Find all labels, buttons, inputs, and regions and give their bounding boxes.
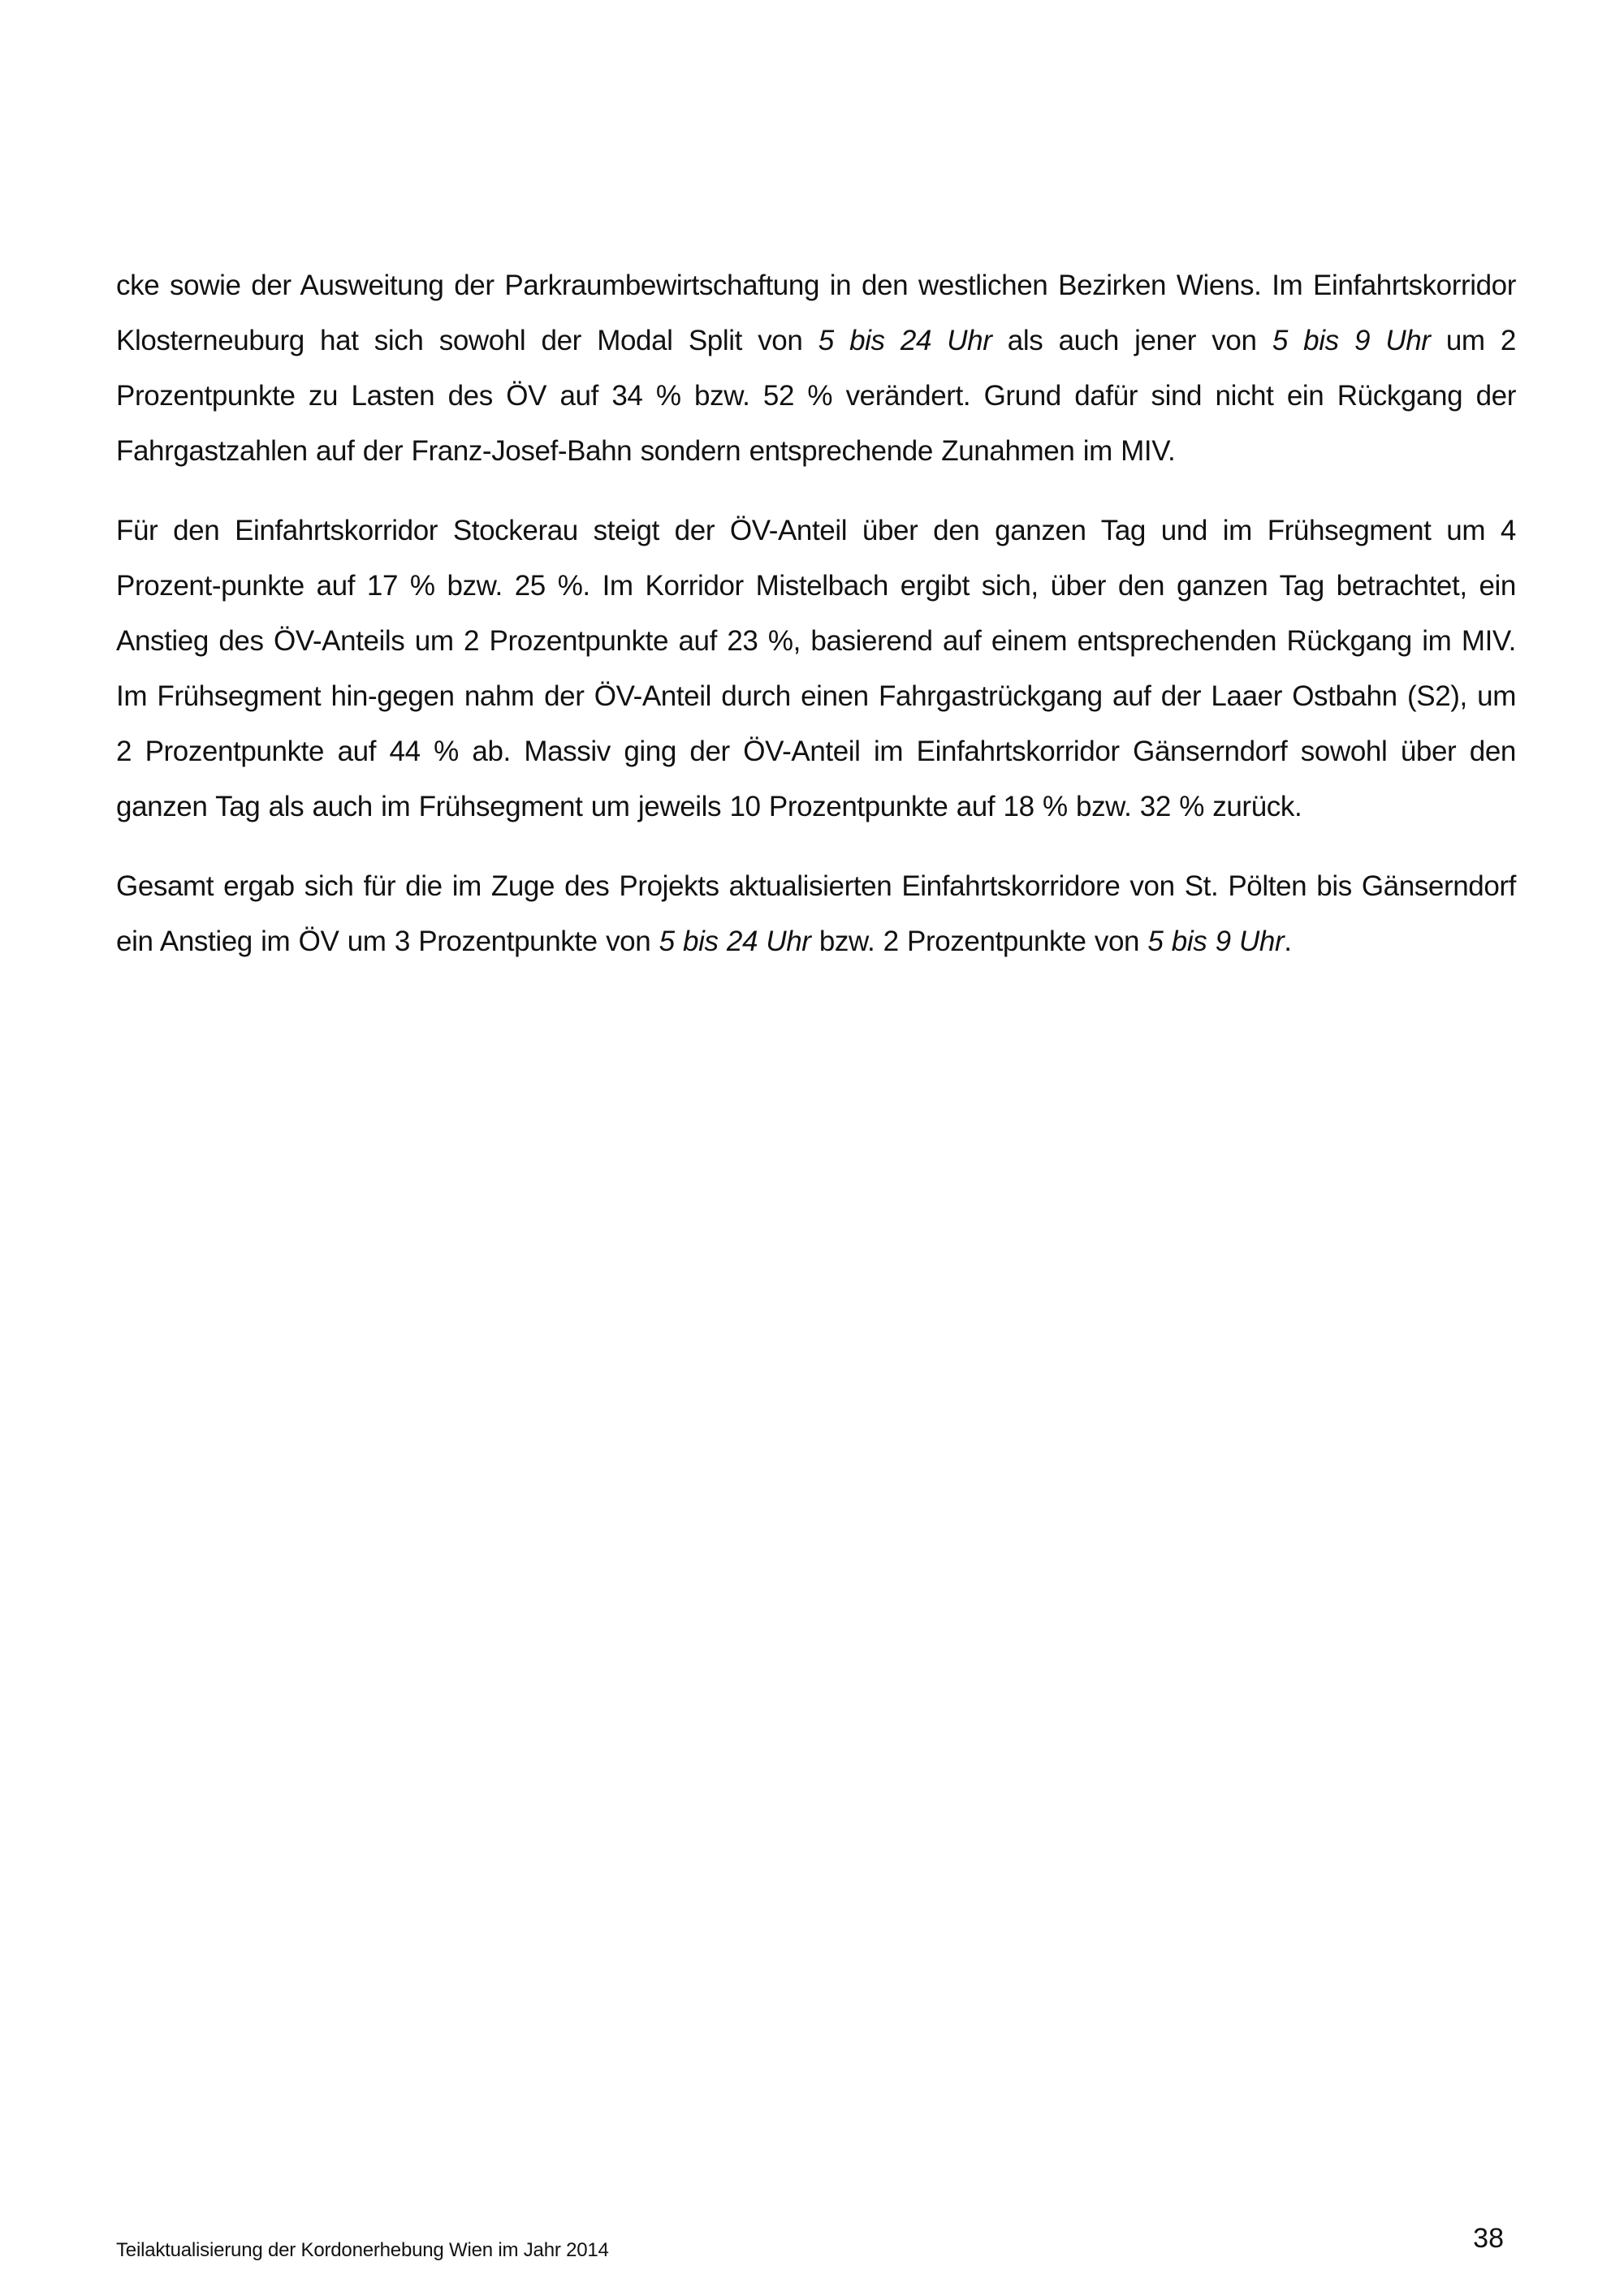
text-run: bzw. 2 Prozentpunkte von <box>810 926 1148 957</box>
paragraph-2 <box>116 503 1516 835</box>
italic-time-range: 5 bis 9 Uhr <box>1272 325 1431 356</box>
paragraph-1 <box>116 258 1516 479</box>
paragraph-3 <box>116 859 1516 969</box>
italic-time-range: 5 bis 9 Uhr <box>1147 926 1285 957</box>
body-text <box>116 258 1516 994</box>
italic-time-range: 5 bis 24 Uhr <box>818 325 992 356</box>
italic-time-range: 5 bis 24 Uhr <box>659 926 811 957</box>
text-run: . <box>1284 926 1292 957</box>
text-run: Für den Einfahrtskorridor Stockerau steigt der ÖV-Anteil über den ganzen Tag und im Frühsegment um 4 Prozent-punkte auf 17 % bzw. 25 %. Im Korridor Mistelbach ergibt sich, über den ganzen Tag betrachtet, ein Anstieg des ÖV-Anteils um 2 Prozentpunkte auf 23 %, basierend auf einem entsprechenden Rückgang im MIV. Im Frühsegment hin-gegen nahm der ÖV-Anteil durch einen Fahrgastrückgang auf der Laaer Ostbahn (S2), um 2 Prozentpunkte auf 44 % ab. Massiv ging der ÖV-Anteil im Einfahrtskorridor Gänserndorf sowohl über den ganzen Tag als auch im Frühsegment um jeweils 10 Prozentpunkte auf 18 % bzw. 32 % zurück. <box>116 515 1516 822</box>
page-number: 38 <box>1473 2223 1504 2254</box>
text-run: Gesamt ergab sich für die im Zuge des Projekts aktualisierten Einfahrtskorridore von St. Pölten bis Gänserndorf ein Anstieg im ÖV um 3 Prozentpunkte von <box>116 870 1516 957</box>
text-run: um 2 Prozentpunkte zu Lasten des ÖV auf 34 % bzw. 52 % verändert. Grund dafür sind nicht ein Rückgang der Fahrgastzahlen auf der Franz-Josef-Bahn sondern entsprechende Zunahmen im MIV. <box>116 325 1516 467</box>
footer-title: Teilaktualisierung der Kordonerhebung Wien im Jahr 2014 <box>116 2239 609 2261</box>
text-run: als auch jener von <box>991 325 1272 356</box>
text-run: cke sowie der Ausweitung der Parkraumbewirtschaftung in den westlichen Bezirken Wiens. Im Einfahrtskorridor Klosterneuburg hat sich sowohl der Modal Split von <box>116 270 1516 356</box>
